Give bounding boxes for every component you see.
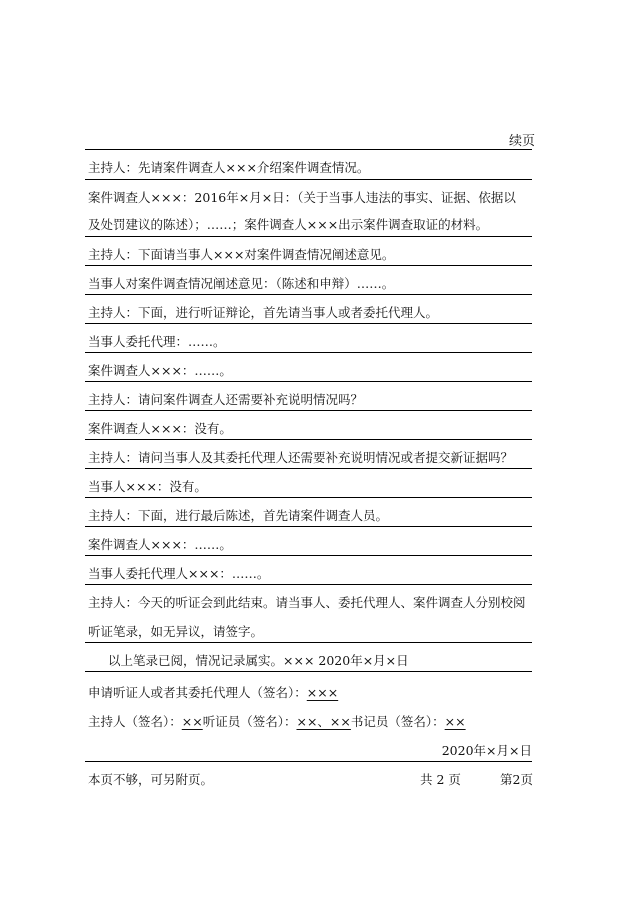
- confirmation-statement: 以上笔录已阅，情况记录属实。××× 2020年×月×日: [108, 653, 409, 668]
- divider: [85, 294, 532, 295]
- divider: [85, 555, 532, 556]
- applicant-signature-row: [88, 683, 532, 701]
- divider: [85, 179, 532, 180]
- record-line: 听证笔录，如无异议，请签字。: [88, 624, 264, 639]
- total-pages: 共 2 页: [420, 772, 461, 787]
- record-line: 主持人：请问当事人及其委托代理人还需要补充说明情况或者提交新证据吗？: [88, 450, 514, 465]
- divider: [85, 236, 532, 237]
- divider: [85, 381, 532, 382]
- divider: [85, 439, 532, 440]
- continued-page-label: 续页: [508, 134, 535, 149]
- record-line: 当事人对案件调查情况阐述意见：（陈述和申辩）……。: [88, 276, 395, 291]
- divider: [85, 497, 532, 498]
- divider: [85, 642, 532, 643]
- record-line: 当事人×××：没有。: [88, 479, 207, 494]
- witness-signature-value: ××、××: [296, 714, 351, 729]
- host-signature-value: ××: [181, 714, 203, 729]
- record-line: 当事人委托代理：……。: [88, 334, 226, 349]
- current-page: 第2页: [500, 772, 533, 787]
- witness-signature-label: 听证员（签名）：: [202, 714, 297, 729]
- record-line: 案件调查人×××：2016年×月×日：（关于当事人违法的事实、证据、依据以: [88, 190, 516, 205]
- divider: [85, 671, 532, 672]
- divider: [85, 584, 532, 585]
- record-line: 案件调查人×××：没有。: [88, 421, 232, 436]
- sign-date: 2020年×月×日: [441, 743, 532, 758]
- divider: [85, 526, 532, 527]
- clerk-signature-value: ××: [444, 714, 466, 729]
- divider: [85, 468, 532, 469]
- divider: [85, 410, 532, 411]
- applicant-signature-value: ×××: [306, 685, 339, 700]
- divider: [85, 149, 532, 150]
- host-signature-label: 主持人（签名）：: [88, 714, 182, 729]
- divider: [85, 265, 532, 266]
- divider: [85, 323, 532, 324]
- record-line: 主持人：请问案件调查人还需要补充说明情况吗？: [88, 392, 364, 407]
- record-line: 主持人：先请案件调查人×××介绍案件调查情况。: [88, 160, 370, 175]
- record-line: 主持人：下面，进行听证辩论，首先请当事人或者委托代理人。: [88, 305, 439, 320]
- record-line: 案件调查人×××：……。: [88, 363, 232, 378]
- record-line: 当事人委托代理人×××：……。: [88, 566, 270, 581]
- divider: [85, 761, 532, 762]
- record-line: 主持人：今天的听证会到此结束。请当事人、委托代理人、案件调查人分别校阅: [88, 595, 526, 610]
- record-line: 案件调查人×××：……。: [88, 537, 232, 552]
- clerk-signature-label: 书记员（签名）：: [350, 714, 445, 729]
- officials-signature-row: [88, 712, 532, 730]
- record-line: 及处罚建议的陈述）；……；案件调查人×××出示案件调查取证的材料。: [88, 217, 489, 232]
- record-line: 主持人：下面，进行最后陈述，首先请案件调查人员。: [88, 508, 389, 523]
- record-line: 主持人：下面请当事人×××对案件调查情况阐述意见。: [88, 247, 395, 262]
- applicant-signature-label: 申请听证人或者其委托代理人（签名）：: [88, 685, 307, 700]
- footer-note: 本页不够，可另附页。: [88, 772, 214, 787]
- divider: [85, 352, 532, 353]
